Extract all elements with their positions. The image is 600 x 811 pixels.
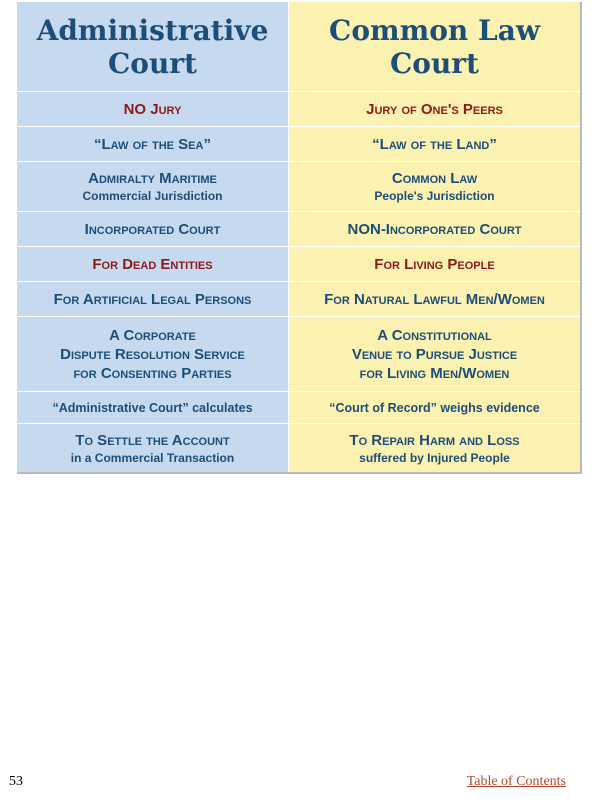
cell-left-calculates: “Administrative Court” calculates xyxy=(17,392,289,423)
cell-right-evidence: “Court of Record” weighs evidence xyxy=(289,392,580,423)
cell-left-jurisdiction: Admiralty Maritime Commercial Jurisdiction xyxy=(17,162,289,211)
table-row xyxy=(17,246,580,281)
header-common-law-court: Common Law Court xyxy=(289,2,580,91)
court-comparison-table xyxy=(17,2,582,474)
cell-right-repair: To Repair Harm and Loss suffered by Injured People xyxy=(289,424,580,472)
cell-right-jury: Jury of One's Peers xyxy=(289,92,580,126)
table-of-contents-link[interactable]: Table of Contents xyxy=(466,774,566,789)
cell-left-settle: To Settle the Account in a Commercial Transaction xyxy=(17,424,289,472)
cell-left-jury: NO Jury xyxy=(17,92,289,126)
header-administrative-court: Administrative Court xyxy=(17,2,289,91)
cell-right-persons: For Natural Lawful Men/Women xyxy=(289,282,580,316)
cell-right-incorporated: NON-Incorporated Court xyxy=(289,212,580,246)
table-row xyxy=(17,161,580,211)
table-row xyxy=(17,423,580,472)
cell-left-entities: For Dead Entities xyxy=(17,247,289,281)
cell-left-persons: For Artificial Legal Persons xyxy=(17,282,289,316)
table-row xyxy=(17,126,580,161)
table-row xyxy=(17,281,580,316)
header-row xyxy=(17,2,580,91)
table-row xyxy=(17,91,580,126)
table-row xyxy=(17,316,580,391)
table-row xyxy=(17,211,580,246)
table-row xyxy=(17,391,580,423)
cell-right-jurisdiction: Common Law People's Jurisdiction xyxy=(289,162,580,211)
cell-right-entities: For Living People xyxy=(289,247,580,281)
cell-left-incorporated: Incorporated Court xyxy=(17,212,289,246)
cell-right-service: A Constitutional Venue to Pursue Justice for Living Men/Women xyxy=(289,317,580,391)
cell-left-service: A Corporate Dispute Resolution Service for Consenting Parties xyxy=(17,317,289,391)
cell-left-law: “Law of the Sea” xyxy=(17,127,289,161)
page-number: 53 xyxy=(9,774,23,789)
cell-right-law: “Law of the Land” xyxy=(289,127,580,161)
